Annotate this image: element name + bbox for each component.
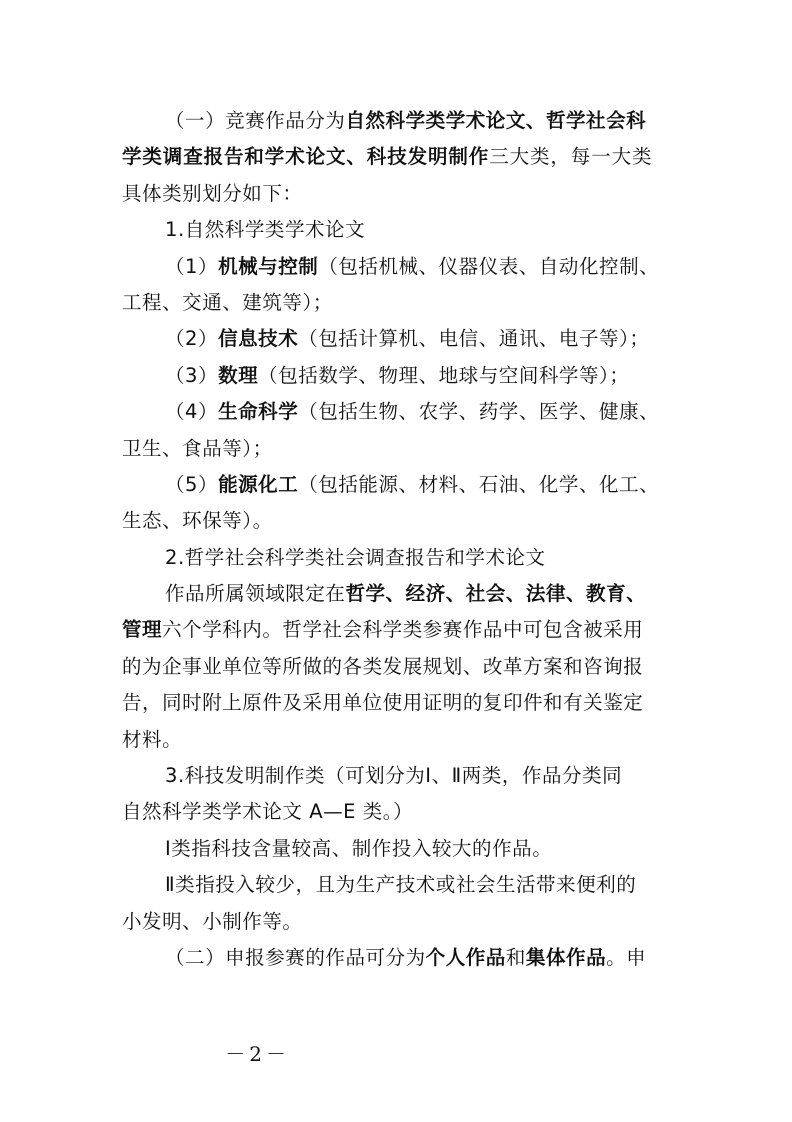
paragraph-line <box>122 940 676 976</box>
text-run: 生态、环保等）。 <box>122 509 273 533</box>
list-item <box>122 321 676 357</box>
paragraph-line <box>122 431 676 467</box>
text-run: （二）申报参赛的作品可分为 <box>165 945 426 969</box>
text-run: 工程、交通、建筑等）； <box>122 290 333 314</box>
text-run: 材料。 <box>122 727 183 751</box>
paragraph-line <box>122 794 676 830</box>
list-item <box>122 394 676 430</box>
page-number: －2－ <box>225 1042 290 1066</box>
section-heading <box>122 758 676 794</box>
text-run: 。申 <box>606 945 647 969</box>
text-run: （包括能源、材料、石油、化学、化工、 <box>298 472 660 496</box>
bold-text-run: 集体作品 <box>525 945 607 969</box>
category-label: 机械与控制 <box>218 254 319 278</box>
list-item <box>122 249 676 285</box>
text-run: 和 <box>505 945 526 969</box>
list-item <box>122 467 676 503</box>
paragraph-line <box>122 139 676 175</box>
document-body <box>122 103 676 976</box>
category-label: 生命科学 <box>218 400 299 424</box>
text-run: 的为企事业单位等所做的各类发展规划、改革方案和咨询报 <box>122 654 644 678</box>
paragraph-line <box>122 503 676 539</box>
text-run: （包括生物、农学、药学、医学、健康、 <box>298 400 660 424</box>
text-run: 卫生、食品等）； <box>122 436 273 460</box>
text-run: 作品所属领域限定在 <box>165 582 346 606</box>
text-run: 小发明、小制作等。 <box>122 909 303 933</box>
paragraph-line <box>122 685 676 721</box>
paragraph-line <box>122 904 676 940</box>
bold-text-run: 哲学、经济、社会、法律、教育、 <box>345 582 647 606</box>
text-run: Ⅰ类指科技含量较高、制作投入较大的作品。 <box>165 836 553 860</box>
category-label: 数理 <box>218 363 259 387</box>
bold-text-run: 学类调查报告和学术论文、科技发明制作 <box>122 145 490 169</box>
section-heading <box>122 540 676 576</box>
text-run: （包括数学、物理、地球与空间科学等）； <box>258 363 630 387</box>
paragraph-line <box>122 612 676 648</box>
text-run: 1.自然科学类学术论文 <box>165 218 366 242</box>
text-run: （一）竞赛作品分为 <box>165 109 346 132</box>
paragraph-line <box>122 176 676 212</box>
text-run: （包括计算机、电信、通讯、电子等）； <box>298 327 650 351</box>
paragraph-line <box>122 103 676 139</box>
bold-text-run: 自然科学类学术论文、哲学社会科 <box>345 109 647 132</box>
text-run: 3.科技发明制作类（可划分为Ⅰ、Ⅱ两类，作品分类同 <box>165 764 623 788</box>
text-run: （包括机械、仪器仪表、自动化控制、 <box>318 254 660 278</box>
list-number: （5） <box>165 472 219 496</box>
text-run: 具体类别划分如下： <box>122 181 303 205</box>
text-run: 2.哲学社会科学类社会调查报告和学术论文 <box>165 545 546 569</box>
bold-text-run: 管理 <box>122 618 163 642</box>
text-run: 六个学科内。哲学社会科学类参赛作品中可包含被采用 <box>162 618 644 642</box>
list-number: （4） <box>165 400 219 424</box>
text-run: 三大类，每一大类 <box>489 145 653 169</box>
paragraph-line <box>122 831 676 867</box>
list-number: （1） <box>165 254 219 278</box>
section-heading <box>122 212 676 248</box>
text-run: 自然科学类学术论文 A—E 类。） <box>122 800 414 824</box>
text-run: 告，同时附上原件及采用单位使用证明的复印件和有关鉴定 <box>122 691 644 715</box>
paragraph-line <box>122 649 676 685</box>
bold-text-run: 个人作品 <box>425 945 506 969</box>
paragraph-line <box>122 867 676 903</box>
list-item <box>122 358 676 394</box>
text-run: Ⅱ类指投入较少，且为生产技术或社会生活带来便利的 <box>165 873 637 897</box>
category-label: 能源化工 <box>218 472 299 496</box>
list-number: （3） <box>165 363 219 387</box>
paragraph-line <box>122 285 676 321</box>
paragraph-line <box>122 722 676 758</box>
category-label: 信息技术 <box>218 327 299 351</box>
list-number: （2） <box>165 327 219 351</box>
paragraph-line <box>122 576 676 612</box>
